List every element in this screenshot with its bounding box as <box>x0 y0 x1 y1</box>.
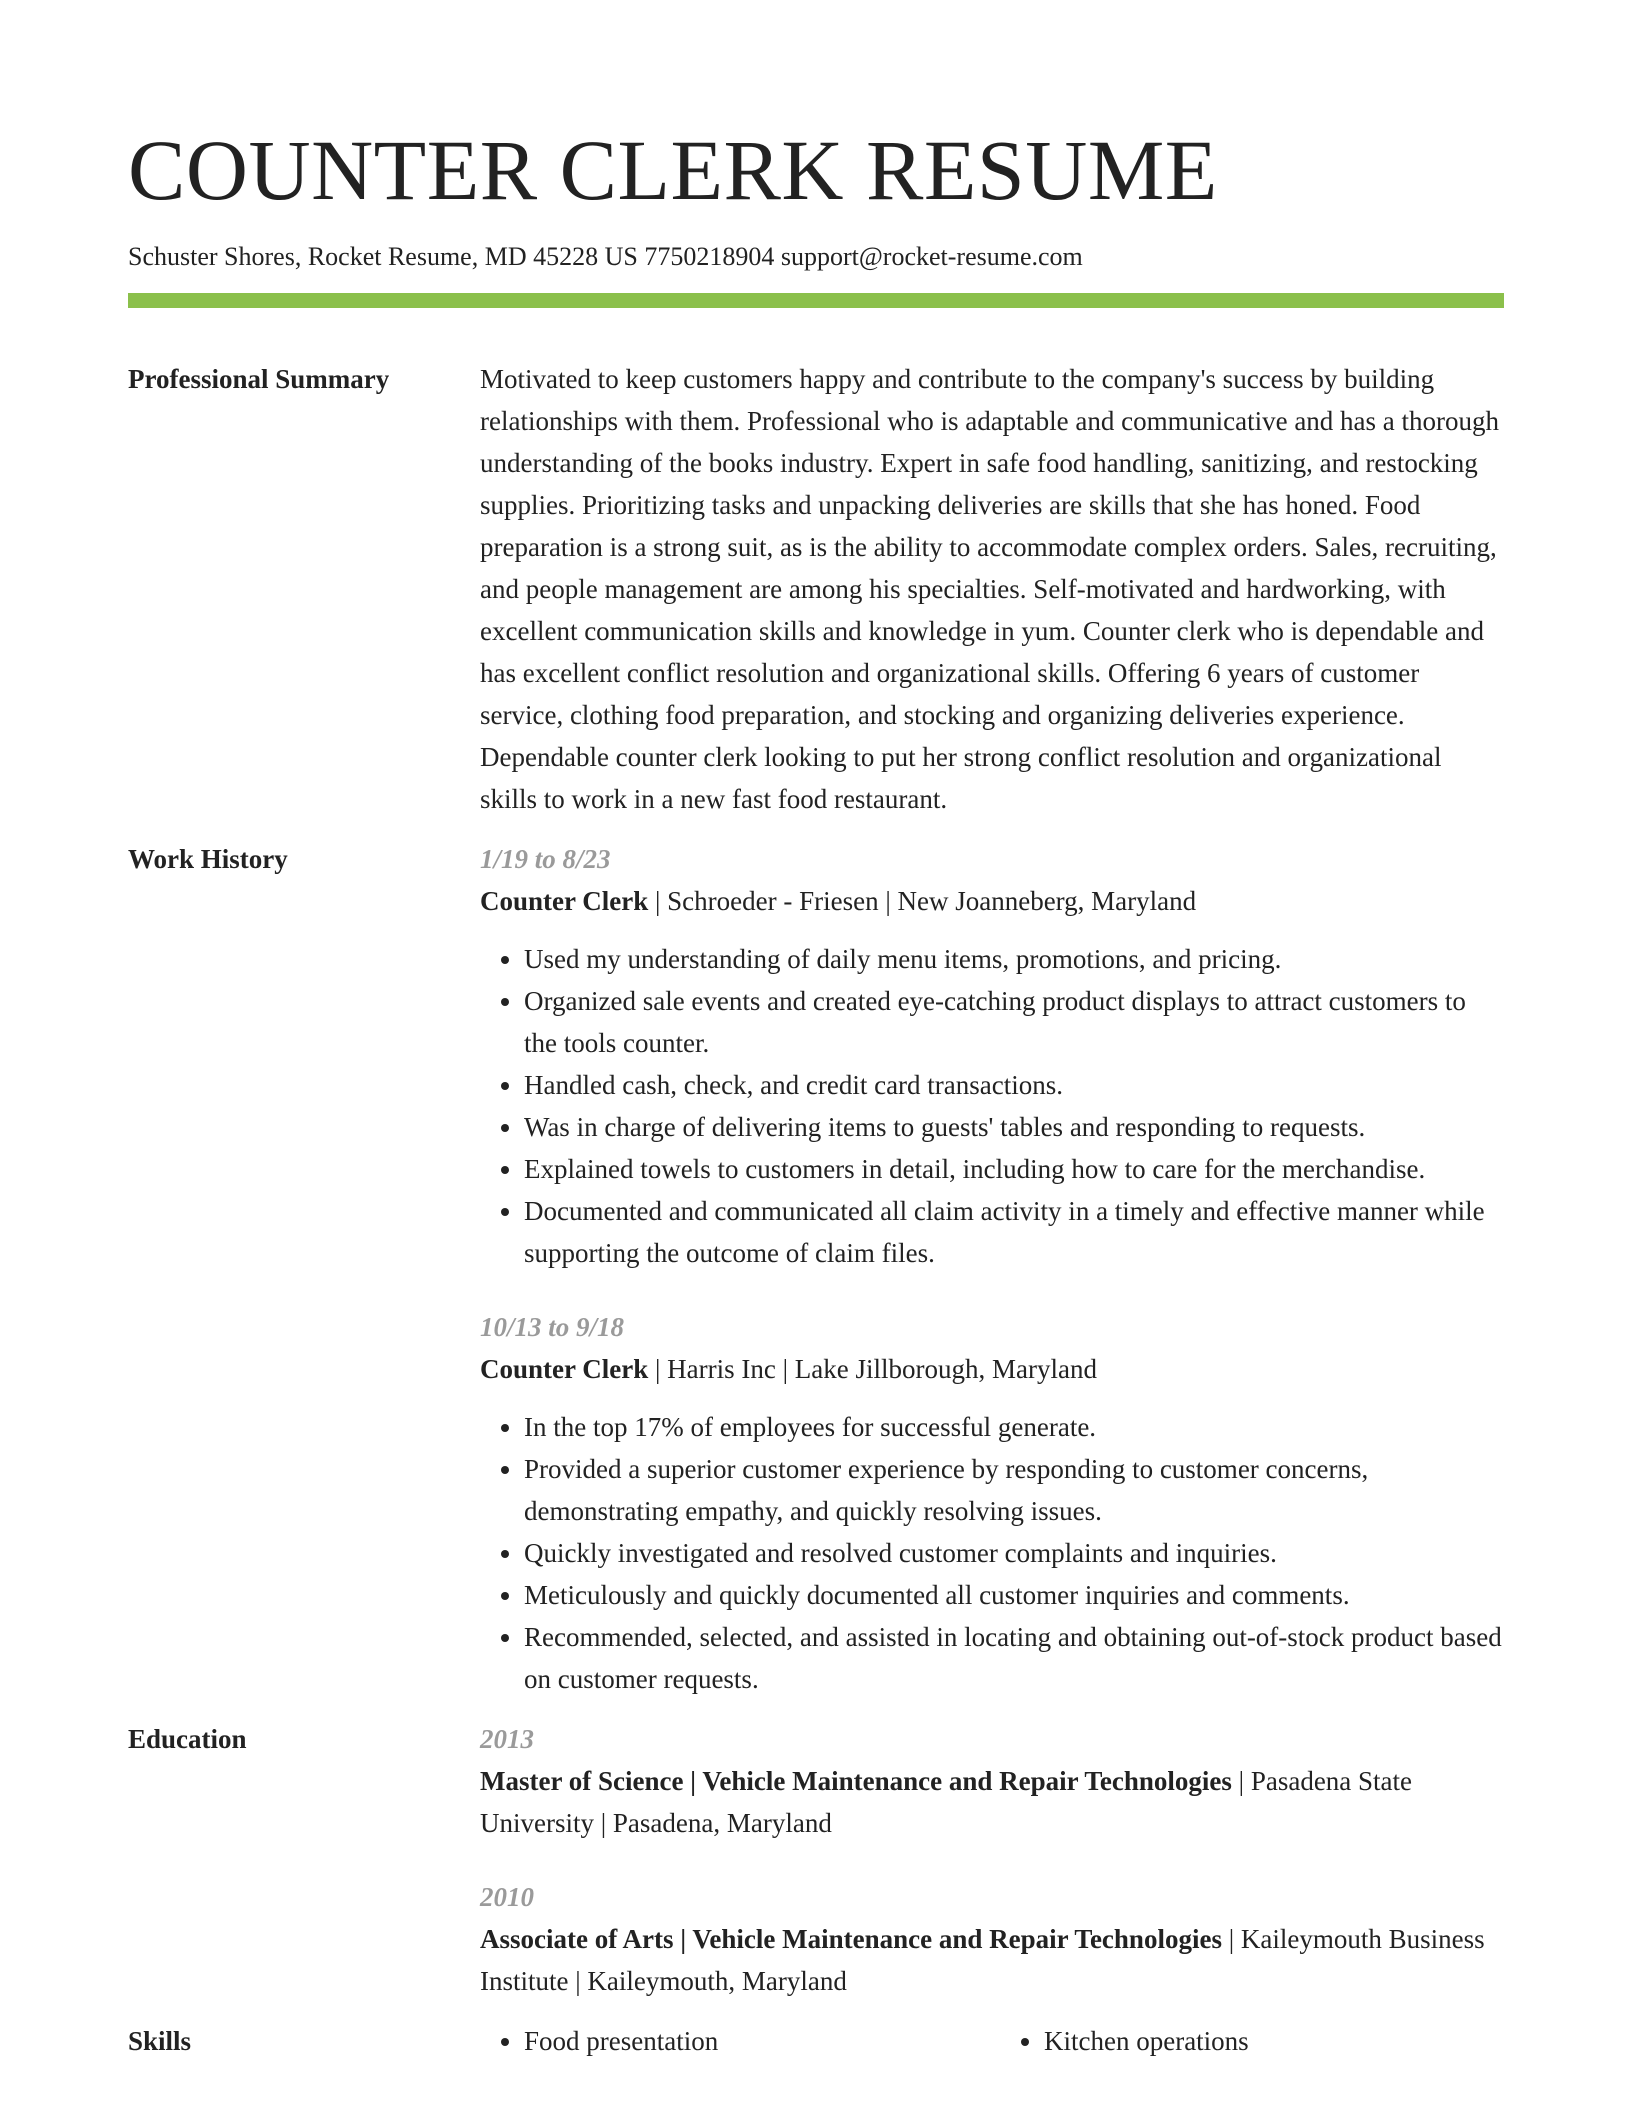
section-label-work: Work History <box>128 844 288 874</box>
job-entry <box>480 1306 1504 1700</box>
education-body <box>480 1718 1504 2002</box>
summary-section <box>128 358 1504 820</box>
job-heading <box>480 880 1504 922</box>
list-item: • Recommended, selected, and assisted in locating and obtaining out-of-stock product based on customer requests. <box>524 1616 1504 1700</box>
degree-heading <box>480 1760 1504 1844</box>
job-title: Counter Clerk <box>480 886 649 916</box>
list-item: • Quickly investigated and resolved customer complaints and inquiries. <box>524 1532 1504 1574</box>
job-details: | Harris Inc | Lake Jillborough, Maryland <box>648 1354 1097 1384</box>
degree-details: | Kaileymouth Business Institute | Kaileymouth, Maryland <box>480 1924 1485 1996</box>
list-item: • Was in charge of delivering items to guests' tables and responding to requests. <box>524 1106 1504 1148</box>
education-entry <box>480 1876 1504 2002</box>
skills-grid <box>480 2020 1504 2062</box>
summary-text: Motivated to keep customers happy and contribute to the company's success by building relationships with them. Professional who is adaptable and communicative and has a thorough understanding of the books industry. Expert in safe food handling, sanitizing, and restocking supplies. Prioritizing tasks and unpacking deliveries are skills that she has honed. Food preparation is a strong suit, as is the ability to accommodate complex orders. Sales, recruiting, and people management are among his specialties. Self-motivated and hardworking, with excellent communication skills and knowledge in yum. Counter clerk who is dependable and has excellent conflict resolution and organizational skills. Offering 6 years of customer service, clothing food preparation, and stocking and organizing deliveries experience. Dependable counter clerk looking to put her strong conflict resolution and organizational skills to work in a new fast food restaurant. <box>480 364 1500 814</box>
section-label-skills: Skills <box>128 2026 192 2056</box>
list-item: • Food presentation <box>524 2020 984 2062</box>
job-heading <box>480 1348 1504 1390</box>
degree-title: Master of Science | Vehicle Maintenance and Repair Technologies <box>480 1766 1232 1796</box>
section-label-education: Education <box>128 1724 247 1754</box>
work-history-section <box>128 838 1504 1700</box>
education-year: 2010 <box>480 1882 534 1912</box>
job-bullets <box>480 938 1504 1274</box>
job-dates: 1/19 to 8/23 <box>480 844 611 874</box>
accent-divider <box>128 293 1504 308</box>
skills-list-right <box>1000 2020 1504 2062</box>
list-item: • Meticulously and quickly documented all customer inquiries and comments. <box>524 1574 1504 1616</box>
degree-details: | Pasadena State University | Pasadena, Maryland <box>480 1766 1413 1838</box>
education-entry <box>480 1718 1504 1844</box>
list-item: • Explained towels to customers in detail, including how to care for the merchandise. <box>524 1148 1504 1190</box>
work-history-body <box>480 838 1504 1700</box>
list-item: • Used my understanding of daily menu items, promotions, and pricing. <box>524 938 1504 980</box>
degree-title: Associate of Arts | Vehicle Maintenance and Repair Technologies <box>480 1924 1222 1954</box>
list-item: • Provided a superior customer experience by responding to customer concerns, demonstrating empathy, and quickly resolving issues. <box>524 1448 1504 1532</box>
job-entry <box>480 838 1504 1274</box>
education-section <box>128 1718 1504 2002</box>
list-item: • Kitchen operations <box>1044 2020 1504 2062</box>
list-item: • Handled cash, check, and credit card transactions. <box>524 1064 1504 1106</box>
job-details: | Schroeder - Friesen | New Joanneberg, Maryland <box>648 886 1197 916</box>
page-title: COUNTER CLERK RESUME <box>128 122 1218 218</box>
job-bullets <box>480 1406 1504 1700</box>
list-item: • Organized sale events and created eye-catching product displays to attract customers to the tools counter. <box>524 980 1504 1064</box>
job-title: Counter Clerk <box>480 1354 649 1384</box>
list-item: • Documented and communicated all claim activity in a timely and effective manner while supporting the outcome of claim files. <box>524 1190 1504 1274</box>
skills-body <box>480 2020 1504 2062</box>
education-year: 2013 <box>480 1724 534 1754</box>
contact-line: Schuster Shores, Rocket Resume, MD 45228 US 7750218904 support@rocket-resume.com <box>128 242 1083 271</box>
resume-page <box>128 0 1504 2062</box>
skills-list-left <box>480 2020 984 2062</box>
job-dates: 10/13 to 9/18 <box>480 1312 625 1342</box>
degree-heading <box>480 1918 1504 2002</box>
list-item: • In the top 17% of employees for successful generate. <box>524 1406 1504 1448</box>
skills-section <box>128 2020 1504 2062</box>
summary-body <box>480 358 1504 820</box>
section-label-summary: Professional Summary <box>128 364 390 394</box>
